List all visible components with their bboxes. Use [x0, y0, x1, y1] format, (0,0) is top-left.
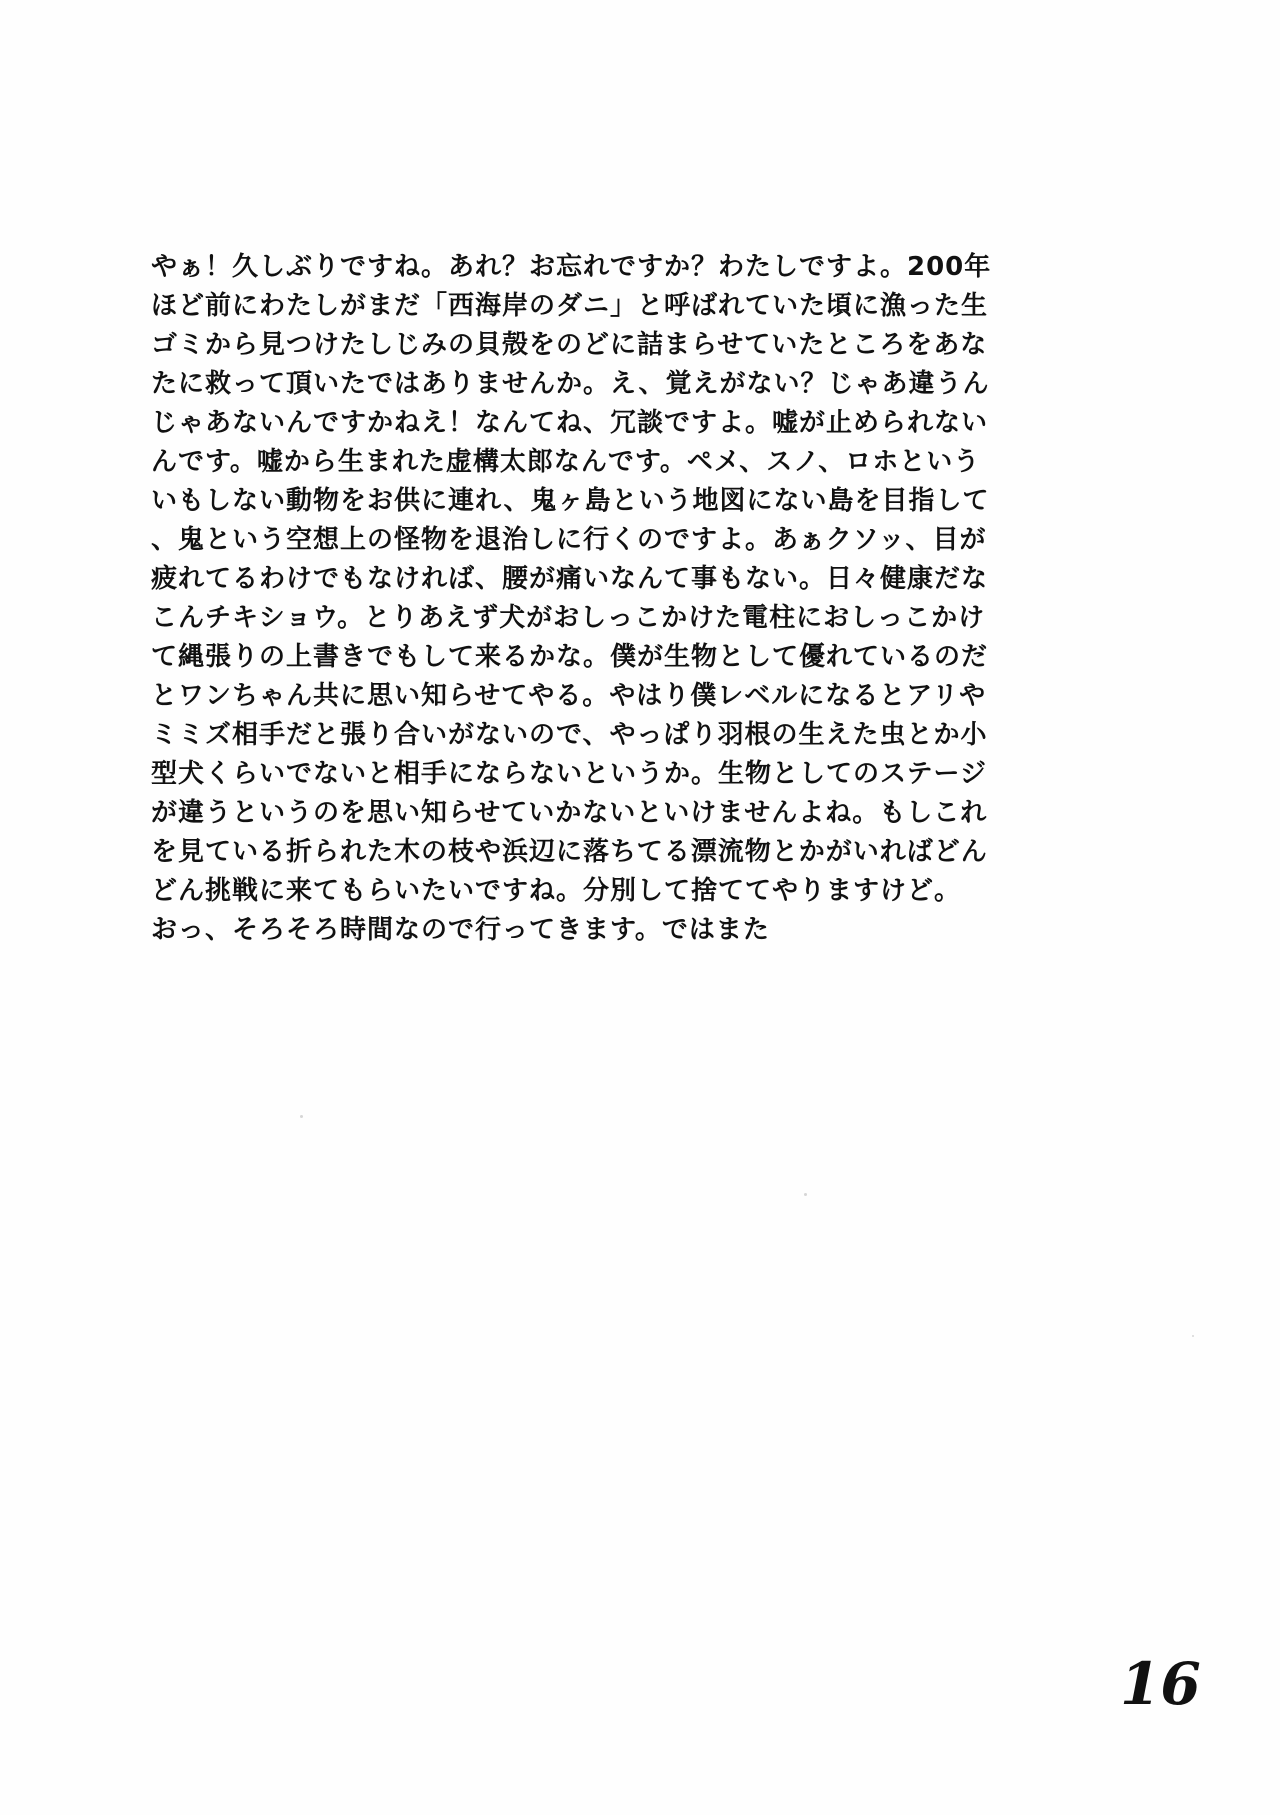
- paper-speck: [1192, 1335, 1194, 1337]
- text-line-11: て縄張りの上書きでもして来るかな。僕が生物として優れているのだ: [151, 642, 989, 672]
- text-line-8: 、鬼という空想上の怪物を退治しに行くのですよ。あぁクソッ、目が: [151, 525, 987, 555]
- text-line-9: 疲れてるわけでもなければ、腰が痛いなんて事もない。日々健康だな: [151, 564, 989, 594]
- body-text: [151, 248, 1151, 950]
- text-line-15: が違うというのを思い知らせていかないといけませんよね。もしこれ: [151, 798, 988, 828]
- paper-speck: [300, 1115, 303, 1118]
- text-line-14: 型犬くらいでないと相手にならないというか。生物としてのステージ: [151, 759, 987, 789]
- paper-speck: [804, 1193, 807, 1196]
- text-line-6: んです。嘘から生まれた虚構太郎なんです。ペメ、スノ、ロホという: [151, 447, 981, 477]
- text-line-3: ゴミから見つけたしじみの貝殻をのどに詰まらせていたところをあな: [151, 330, 988, 360]
- page-number: 16: [1120, 1650, 1201, 1718]
- text-line-7: いもしない動物をお供に連れ、鬼ヶ島という地図にない島を目指して: [151, 486, 990, 516]
- text-line-12: とワンちゃん共に思い知らせてやる。やはり僕レベルになるとアリや: [151, 681, 987, 711]
- text-line-2: ほど前にわたしがまだ「西海岸のダニ」と呼ばれていた頃に漁った生: [151, 291, 989, 321]
- text-line-4: たに救って頂いたではありませんか。え、覚えがない？じゃあ違うん: [151, 369, 990, 399]
- text-line-13: ミミズ相手だと張り合いがないので、やっぱり羽根の生えた虫とか小: [151, 720, 988, 750]
- text-line-16: を見ている折られた木の枝や浜辺に落ちてる漂流物とかがいればどん: [151, 837, 988, 867]
- text-line-18: おっ、そろそろ時間なので行ってきます。ではまた: [151, 915, 770, 945]
- text-line-17: どん挑戦に来てもらいたいですね。分別して捨ててやりますけど。: [151, 876, 962, 906]
- text-line-1: やぁ！久しぶりですね。あれ？お忘れですか？わたしですよ。200年: [151, 252, 992, 282]
- text-line-10: こんチキショウ。とりあえず犬がおしっこかけた電柱におしっこかけ: [151, 603, 986, 633]
- text-line-5: じゃあないんですかねえ！なんてね、冗談ですよ。嘘が止められない: [151, 408, 989, 438]
